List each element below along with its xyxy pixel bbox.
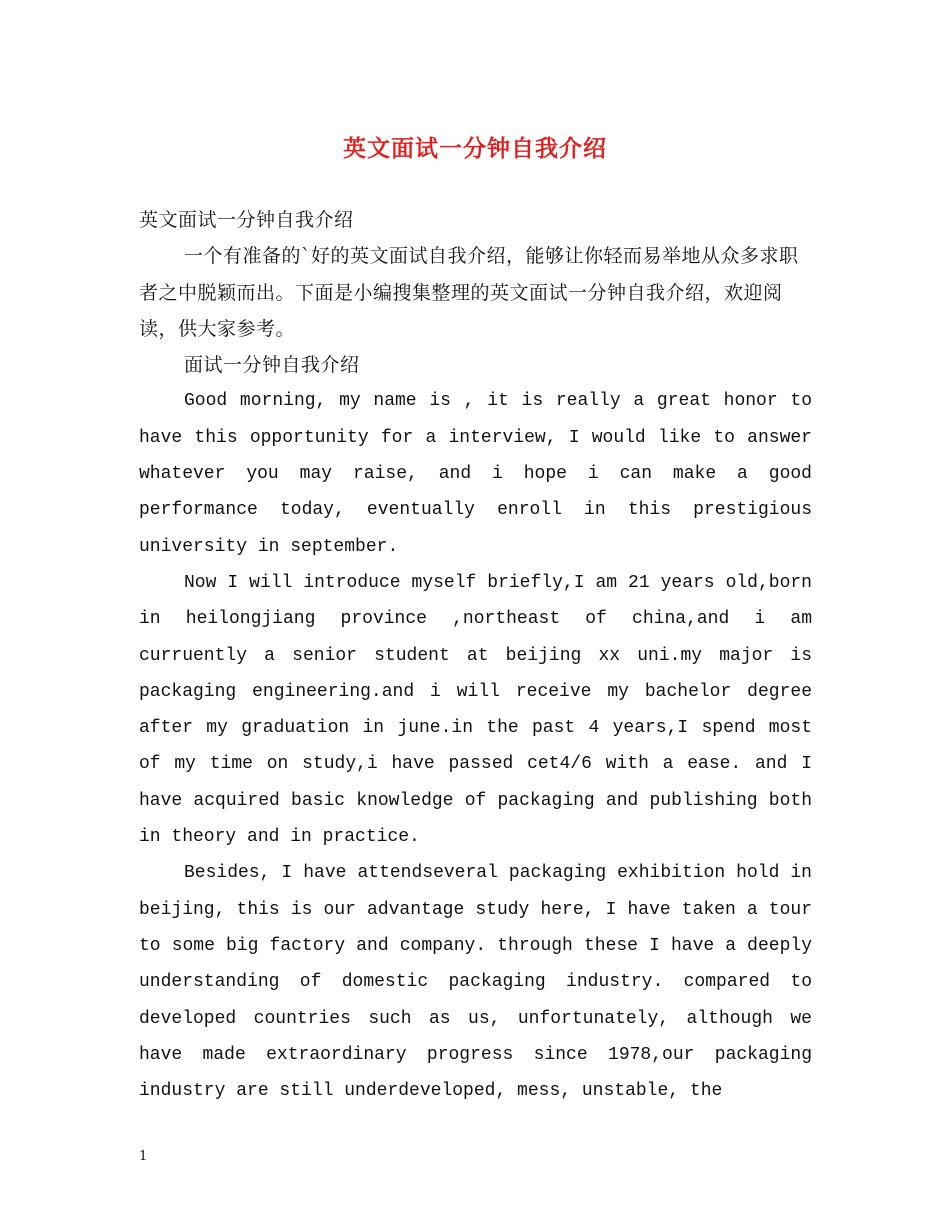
section-heading: 面试一分钟自我介绍 xyxy=(184,354,360,377)
intro-paragraph: 一个有准备的`好的英文面试自我介绍，能够让你轻而易举地从众多求职者之中脱颖而出。下面是小编搜集整理的英文面试一分钟自我介绍，欢迎阅读，供大家参考。 xyxy=(139,245,799,340)
subtitle: 英文面试一分钟自我介绍 xyxy=(139,209,354,231)
paragraph-introduction: Now I will introduce myself briefly,I am 21 years old,born in heilongjiang province ,northeast of china,and i am curruently a senior student at beijing xx uni.my major is packaging engineering.and i will receive my bachelor degree after my graduation in june.in the past 4 years,I spend most of my time on study,i have passed cet4/6 with a ease. and I have acquired basic knowledge of packaging and publishing both in theory and in practice. xyxy=(139,572,812,848)
document-body xyxy=(139,202,812,1109)
paragraph-greeting: Good morning, my name is , it is really a great honor to have this opportunity for a interview, I would like to answer whatever you may raise, and i hope i can make a good performance today, eventually enroll in this prestigious university in september. xyxy=(139,391,812,557)
paragraph-experience: Besides, I have attendseveral packaging exhibition hold in beijing, this is our advantage study here, I have taken a tour to some big factory and company. through these I have a deeply understanding of domestic packaging industry. compared to developed countries such as us, unfortunately, although we have made extraordinary progress since 1978,our packaging industry are still underdeveloped, mess, unstable, the xyxy=(139,863,812,1102)
document-title: 英文面试一分钟自我介绍 xyxy=(343,135,607,162)
page-number: 1 xyxy=(139,1149,148,1164)
